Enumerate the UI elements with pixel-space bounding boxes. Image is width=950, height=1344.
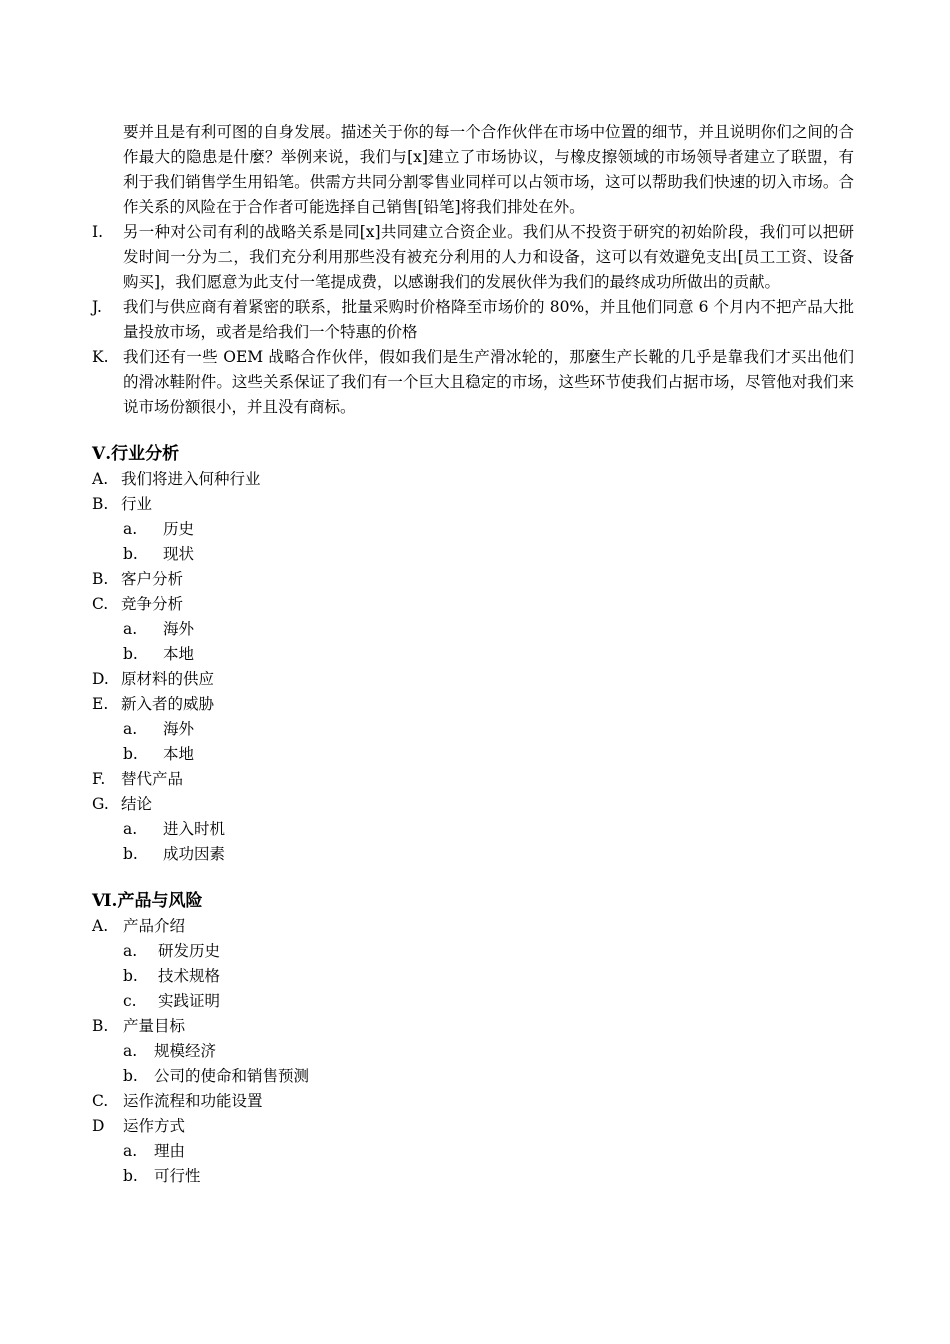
outline-label: D.: [92, 670, 109, 688]
list-label: J.: [92, 298, 102, 316]
outline-label: D: [92, 1117, 105, 1135]
outline-label: a.: [123, 942, 138, 960]
outline-label: C.: [92, 595, 109, 613]
outline-item: [92, 592, 854, 617]
outline-text: 成功因素: [163, 845, 226, 863]
outline-item: [92, 792, 854, 817]
outline-label: a.: [123, 520, 138, 538]
outline-subitem: [92, 1064, 854, 1089]
outline-subitem: [92, 642, 854, 667]
outline-label: B.: [92, 1017, 109, 1035]
outline-text: 现状: [163, 545, 195, 563]
outline-item: [92, 1014, 854, 1039]
intro-paragraph: 要并且是有利可图的自身发展。描述关于你的每一个合作伙伴在市场中位置的细节，并且说明你们之间的合作最大的隐患是什麼？举例来说，我们与[x]建立了市场协议，与橡皮擦领域的市场领导者建立了联盟，有利于我们销售学生用铅笔。供需方共同分割零售业同样可以占领市场，这可以帮助我们快速的切入市场。合作关系的风险在于合作者可能选择自己销售[铅笔]将我们排处在外。: [123, 123, 854, 216]
outline-text: 海外: [163, 720, 195, 738]
outline-text: 替代产品: [121, 770, 184, 788]
list-text: 另一种对公司有利的战略关系是同[x]共同建立合资企业。我们从不投资于研究的初始阶段，我们可以把研发时间一分为二，我们充分利用那些没有被充分利用的人力和设备，这可以有效避免支出[员工工资、设备购买]，我们愿意为此支付一笔提成费，以感谢我们的发展伙伴为我们的最终成功所做出的贡献。: [123, 223, 854, 291]
outline-text: 本地: [163, 745, 195, 763]
outline-item: [92, 567, 854, 592]
outline-label: b.: [123, 745, 138, 763]
outline-label: a.: [123, 1042, 138, 1060]
outline-subitem: [92, 1139, 854, 1164]
outline-text: 新入者的威胁: [121, 695, 215, 713]
outline-subitem: [92, 542, 854, 567]
list-label: I.: [92, 223, 104, 241]
outline-subitem: [92, 989, 854, 1014]
section-heading-industry-analysis: Ⅴ.行业分析: [92, 444, 180, 464]
list-label: K.: [92, 348, 109, 366]
outline-text: 结论: [121, 795, 153, 813]
outline-text: 产品介绍: [123, 917, 186, 935]
outline-label: b.: [123, 845, 138, 863]
outline-text: 进入时机: [163, 820, 226, 838]
outline-subitem: [92, 617, 854, 642]
outline-text: 原材料的供应: [121, 670, 215, 688]
outline-item: [92, 914, 854, 939]
outline-text: 本地: [163, 645, 195, 663]
outline-item: [92, 667, 854, 692]
outline-label: c.: [123, 992, 137, 1010]
outline-text: 运作流程和功能设置: [123, 1092, 263, 1110]
document-body: [92, 120, 854, 1189]
outline-text: 历史: [163, 520, 195, 538]
outline-label: C.: [92, 1092, 109, 1110]
outline-text: 产量目标: [123, 1017, 186, 1035]
outline-text: 理由: [154, 1142, 186, 1160]
outline-label: B.: [92, 570, 109, 588]
outline-text: 实践证明: [158, 992, 221, 1010]
outline-text: 技术规格: [158, 967, 221, 985]
outline-label: G.: [92, 795, 109, 813]
outline-subitem: [92, 964, 854, 989]
outline-label: a.: [123, 720, 138, 738]
outline-subitem: [92, 939, 854, 964]
outline-label: A.: [92, 470, 109, 488]
outline-subitem: [92, 842, 854, 867]
outline-label: A.: [92, 917, 109, 935]
outline-label: b.: [123, 967, 138, 985]
outline-text: 我们将进入何种行业: [121, 470, 261, 488]
outline-label: b.: [123, 545, 138, 563]
outline-subitem: [92, 817, 854, 842]
outline-text: 研发历史: [158, 942, 221, 960]
outline-text: 公司的使命和销售预测: [154, 1067, 310, 1085]
outline-item: [92, 692, 854, 717]
outline-text: 可行性: [154, 1167, 201, 1185]
list-text: 我们还有一些 OEM 战略合作伙伴，假如我们是生产滑冰轮的，那麼生产长靴的几乎是靠我们才买出他们的滑冰鞋附件。这些关系保证了我们有一个巨大且稳定的市场，这些环节使我们占据市场，尽管他对我们来说市场份额很小，并且没有商标。: [123, 348, 854, 416]
outline-label: a.: [123, 1142, 138, 1160]
outline-subitem: [92, 517, 854, 542]
outline-subitem: [92, 1039, 854, 1064]
outline-text: 海外: [163, 620, 195, 638]
outline-text: 客户分析: [121, 570, 184, 588]
outline-label: b.: [123, 1167, 138, 1185]
outline-label: E.: [92, 695, 109, 713]
outline-item: [92, 767, 854, 792]
outline-text: 竞争分析: [121, 595, 184, 613]
outline-subitem: [92, 1164, 854, 1189]
outline-label: a.: [123, 620, 138, 638]
list-text: 我们与供应商有着紧密的联系，批量采购时价格降至市场价的 80%，并且他们同意 6 个月内不把产品大批量投放市场，或者是给我们一个特惠的价格: [123, 298, 854, 341]
outline-subitem: [92, 742, 854, 767]
section-heading-product-risk: Ⅵ.产品与风险: [92, 891, 203, 911]
outline-label: B.: [92, 495, 109, 513]
outline-label: a.: [123, 820, 138, 838]
outline-text: 行业: [121, 495, 153, 513]
outline-label: F.: [92, 770, 106, 788]
list-item-k: [92, 345, 854, 420]
outline-text: 规模经济: [154, 1042, 217, 1060]
outline-item: [92, 1089, 854, 1114]
outline-label: b.: [123, 1067, 138, 1085]
outline-subitem: [92, 717, 854, 742]
outline-label: b.: [123, 645, 138, 663]
outline-text: 运作方式: [123, 1117, 186, 1135]
outline-item: [92, 492, 854, 517]
outline-item: [92, 1114, 854, 1139]
list-item-j: [92, 295, 854, 345]
list-item-i: [92, 220, 854, 295]
outline-item: [92, 467, 854, 492]
